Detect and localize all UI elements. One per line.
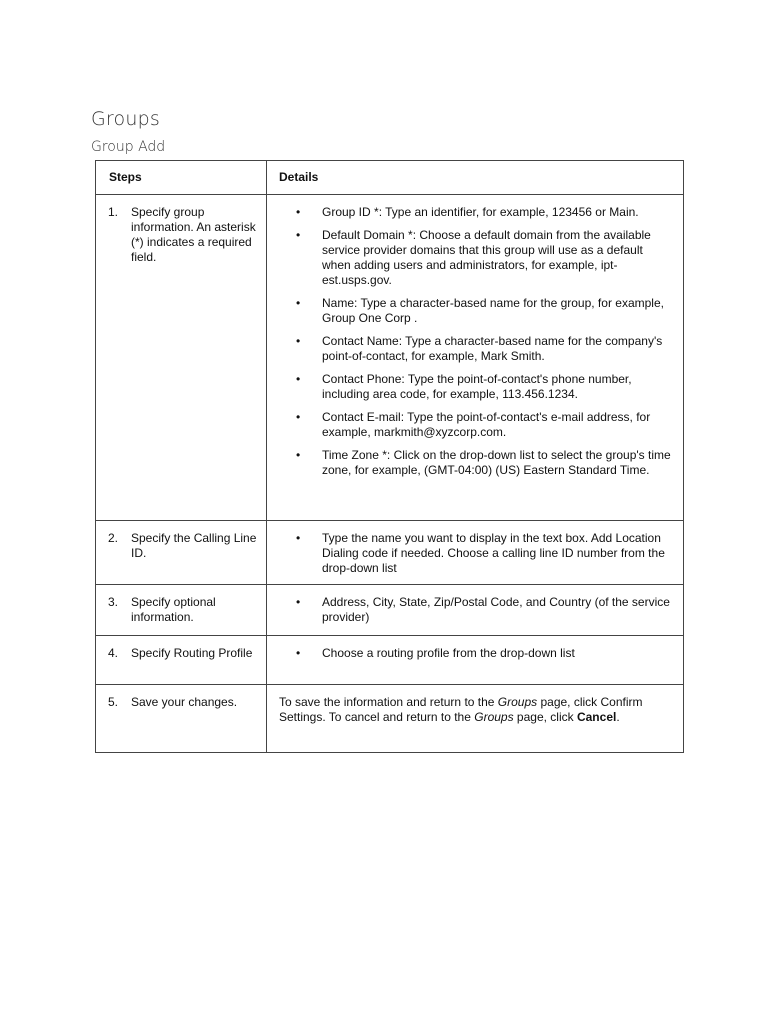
page-title: Groups [91,108,160,130]
step-number: 3. [108,595,119,609]
details-list [279,205,671,478]
table-row [96,521,684,585]
column-header-steps: Steps [96,161,267,195]
step-text: Specify the Calling Line ID. [131,531,257,560]
table-header-row [96,161,684,195]
table-row [96,685,684,753]
step-text: Specify Routing Profile [131,646,253,660]
list-item: • Default Domain *: Choose a default domain from the available service provider domains that this group will use as a default when adding users and administrators, for example, ipt-est.usps.gov. [279,228,671,288]
list-item: • Contact Phone: Type the point-of-contact's phone number, including area code, for example, 113.456.1234. [279,372,671,402]
save-text-part: page, click Confirm Settings. To cancel and return to the [279,695,643,724]
details-cell [267,195,684,521]
step-text: Specify group information. An asterisk (*) indicates a required field. [131,205,256,264]
save-text-part: To save the information and return to the [279,695,498,709]
table-row [96,195,684,521]
details-cell [267,636,684,685]
details-list [279,646,671,661]
details-cell [267,685,684,753]
step-number: 1. [108,205,119,219]
table-row [96,636,684,685]
details-list [279,595,671,625]
cancel-label: Cancel [576,710,617,724]
step-text: Specify optional information. [131,595,216,624]
list-item: • Contact E-mail: Type the point-of-contact's e-mail address, for example, markmith@xyzcorp.com. [279,410,671,440]
step-number: 4. [108,646,119,660]
table-row [96,585,684,636]
page-subtitle: Group Add [91,139,166,155]
save-instructions [279,695,671,725]
details-list [279,531,671,576]
step-number: 5. [108,695,119,709]
list-item: • Choose a routing profile from the drop-down list [279,646,671,661]
steps-table [95,160,684,753]
details-cell [267,521,684,585]
step-cell [96,585,267,636]
groups-page-ref: Groups [497,695,538,709]
list-item: • Contact Name: Type a character-based name for the company's point-of-contact, for example, Mark Smith. [279,334,671,364]
list-item: • Time Zone *: Click on the drop-down list to select the group's time zone, for example, (GMT-04:00) (US) Eastern Standard Time. [279,448,671,478]
step-cell [96,195,267,521]
save-text-part: page, click [513,710,577,724]
list-item: • Group ID *: Type an identifier, for example, 123456 or Main. [279,205,671,220]
step-cell [96,685,267,753]
step-cell [96,521,267,585]
column-header-details: Details [267,161,684,195]
list-item: • Type the name you want to display in the text box. Add Location Dialing code if needed. Choose a calling line ID number from the drop-down list [279,531,671,576]
details-cell [267,585,684,636]
step-cell [96,636,267,685]
step-number: 2. [108,531,119,545]
groups-page-ref: Groups [474,710,514,724]
save-text-part: . [616,710,620,724]
list-item: • Name: Type a character-based name for the group, for example, Group One Corp . [279,296,671,326]
list-item: • Address, City, State, Zip/Postal Code, and Country (of the service provider) [279,595,671,625]
step-text: Save your changes. [131,695,238,709]
